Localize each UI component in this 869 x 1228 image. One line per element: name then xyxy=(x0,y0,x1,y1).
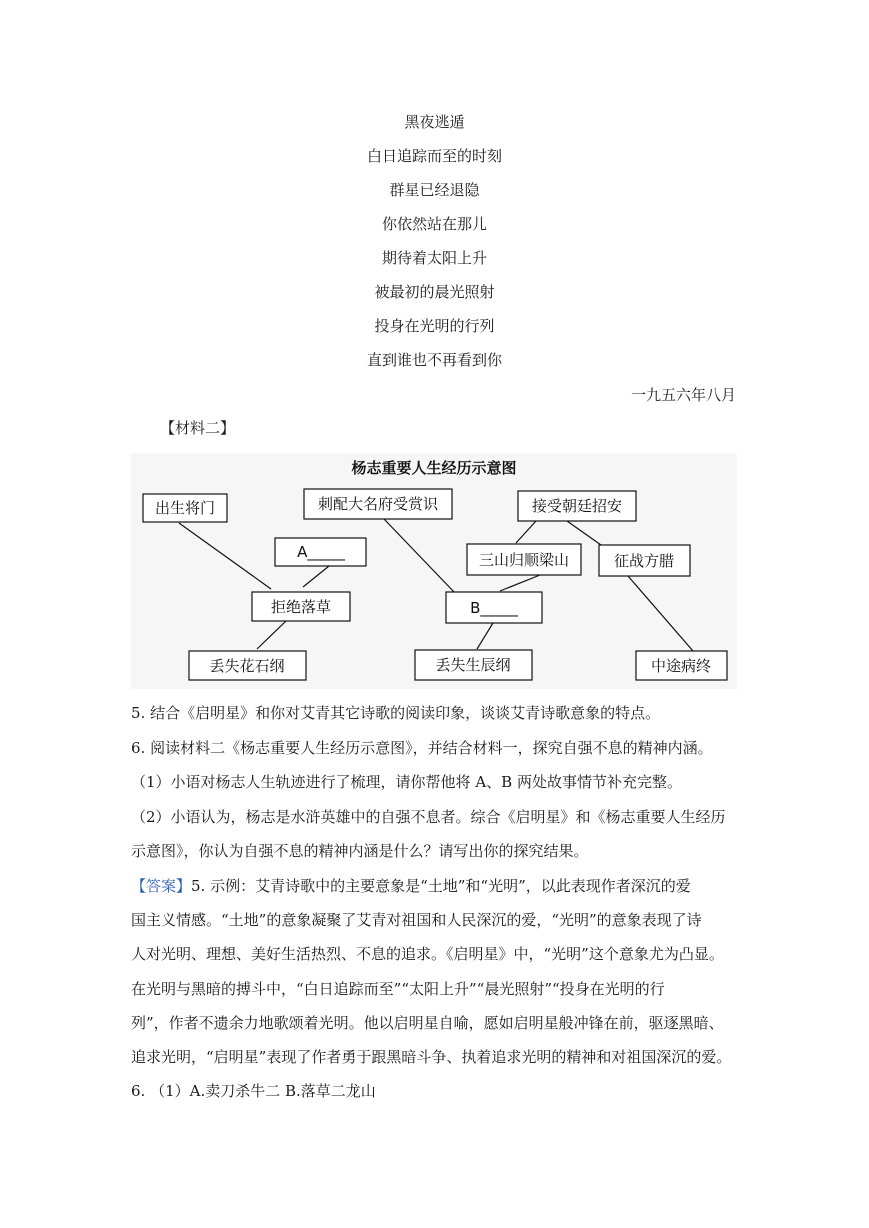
node-liangshan: 三山归顺梁山 xyxy=(478,551,570,569)
poem-line: 群星已经退隐 xyxy=(389,181,480,199)
poem-line: 直到谁也不再看到你 xyxy=(366,351,502,369)
connector-line xyxy=(500,575,540,591)
answer-text: 5. 示例：艾青诗歌中的主要意象是“土地”和“光明”，以此表现作者深沉的爱 xyxy=(191,877,691,895)
connector-line xyxy=(179,523,271,589)
question-6-2-line1: （2）小语认为，杨志是水浒英雄中的自强不息者。综合《启明星》和《杨志重要人生经历 xyxy=(131,808,726,826)
connector-line xyxy=(477,623,493,649)
node-refuse: 拒绝落草 xyxy=(270,598,332,616)
node-fangla: 征战方腊 xyxy=(613,552,675,570)
node-death: 中途病终 xyxy=(650,657,712,675)
node-exile: 刺配大名府受赏识 xyxy=(317,495,439,513)
question-6-1: （1）小语对杨志人生轨迹进行了梳理，请你帮他将 A、B 两处故事情节补充完整。 xyxy=(131,773,682,791)
node-lose-gift: 丢失生辰纲 xyxy=(435,656,511,674)
connector-line xyxy=(567,521,601,545)
connector-line xyxy=(303,566,329,587)
answer-line: 国主义情感。“土地”的意象凝聚了艾青对祖国和人民深沉的爱，“光明”的意象表现了诗 xyxy=(131,911,702,929)
answer-line: 追求光明，“启明星”表现了作者勇于跟黑暗斗争、执着追求光明的精神和对祖国深沉的爱。 xyxy=(131,1048,732,1066)
answer-line: 6. （1）A.卖刀杀牛二 B.落草二龙山 xyxy=(131,1082,376,1100)
question-6-2-line2: 示意图》，你认为自强不息的精神内涵是什么？请写出你的探究结果。 xyxy=(131,842,589,860)
diagram-svg xyxy=(131,453,737,689)
node-amnesty: 接受朝廷招安 xyxy=(531,497,623,515)
connector-line xyxy=(628,576,693,651)
life-diagram xyxy=(131,453,737,689)
answer-line xyxy=(131,876,691,896)
connector-line xyxy=(384,519,455,593)
poem-line: 期待着太阳上升 xyxy=(381,249,487,267)
poem-line: 你依然站在那儿 xyxy=(381,215,487,233)
poem-line: 黑夜逃遁 xyxy=(404,113,465,131)
node-a-blank: A_____ xyxy=(297,543,345,561)
connector-line xyxy=(257,621,286,649)
diagram-title: 杨志重要人生经历示意图 xyxy=(351,459,517,477)
poem-line: 白日追踪而至的时刻 xyxy=(366,147,502,165)
connector-line xyxy=(516,521,536,543)
node-lose-stone: 丢失花石纲 xyxy=(209,657,285,675)
answer-line: 在光明与黑暗的搏斗中，“白日追踪而至”“太阳上升”“晨光照射”“投身在光明的行 xyxy=(131,980,665,998)
question-5: 5. 结合《启明星》和你对艾青其它诗歌的阅读印象，谈谈艾青诗歌意象的特点。 xyxy=(131,704,661,722)
answer-label: 【答案】 xyxy=(131,877,192,895)
poem-line: 被最初的晨光照射 xyxy=(374,283,495,301)
node-birth: 出生将门 xyxy=(154,499,216,517)
poem-date: 一九五六年八月 xyxy=(630,386,736,404)
material-label: 【材料二】 xyxy=(160,419,236,437)
poem-line: 投身在光明的行列 xyxy=(374,317,495,335)
answer-line: 列”，作者不遗余力地歌颂着光明。他以启明星自喻，愿如启明星般冲锋在前，驱逐黑暗、 xyxy=(131,1014,724,1032)
node-b-blank: B_____ xyxy=(470,599,518,617)
question-6: 6. 阅读材料二《杨志重要人生经历示意图》，并结合材料一，探究自强不息的精神内涵。 xyxy=(131,739,713,757)
connector-lines xyxy=(179,519,693,651)
answer-line: 人对光明、理想、美好生活热烈、不息的追求。《启明星》中，“光明”这个意象尤为凸显。 xyxy=(131,945,724,963)
